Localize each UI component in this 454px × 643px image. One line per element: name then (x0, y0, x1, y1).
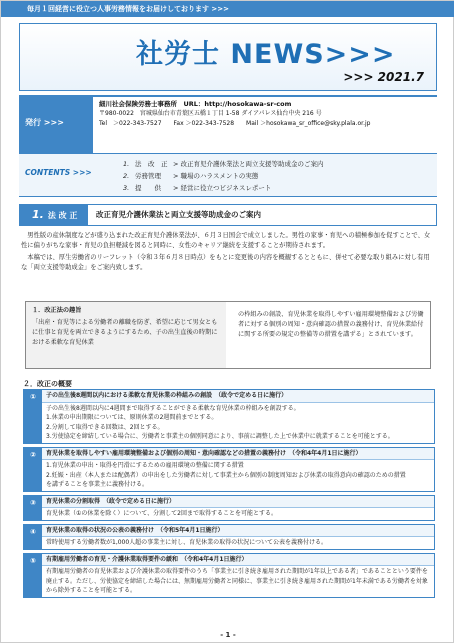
masthead (19, 23, 437, 91)
row-number: ② (24, 448, 42, 491)
publisher-details (99, 99, 435, 129)
row-desc: 常時使用する労働者数が1,000人超の事業主に対し、育児休業の取得の状況について公表を義務付ける。 (46, 539, 328, 546)
row-number: ④ (24, 525, 42, 549)
issue-date: >>> 2021.7 (343, 70, 424, 84)
contents-list (123, 158, 324, 194)
contents-block (19, 153, 437, 197)
overview-table (23, 389, 435, 601)
section-badge: 1. 法 改 正 (20, 205, 88, 225)
overview-heading: ２．改正の概要 (23, 380, 72, 388)
publisher-label: 発行 >>> (19, 97, 93, 153)
row-desc: 有期雇用労働者の育児休業および介護休業の取得要件のうち「事業主に引き続き雇用された期間が1年以上である者」であることという要件を廃止する。ただし、労使協定を締結した場合には、無期雇用労働者と同様に、事業主に引き続き雇用された期間が1年未満である労働者を対象から除外することを可能とする。 (46, 568, 428, 594)
row-desc: 1.育児休業の申出・取得を円滑にするための雇用環境の整備に関する措置 2.妊娠・出産（本人または配偶者）の申出をした労働者に対して事業主から個別の制度周知および休業の取得意向の確認のための措置 を講ずることを事業主に義務付ける。 (46, 462, 406, 488)
section-title: 改正育児介護休業法と両立支援等助成金のご案内 (96, 210, 261, 219)
publisher-contact: Tel ＞022-343-7527 Fax ＞022-343-7528 Mail ＞hosokawa_sr_office@sky.plala.or.jp (99, 120, 371, 127)
top-banner: 毎月１回経営に役立つ人事労務情報をお届けしております >>> (1, 1, 454, 17)
row-title: 育児休業の分割取得 （政令で定める日に施行） (42, 496, 434, 509)
purpose-box (25, 301, 431, 369)
overview-row (23, 447, 435, 492)
row-desc: 子の出生後8週間以内に4週間まで取得することができる柔軟な育児休業の枠組みを創設する。 1.休業の申出期限については、原則休業の2週間前までとする。 2.分割して取得できる回数は、2回とする。 3.労使協定を締結している場合に、労働者と事業主の個別同意により、事前に調整した上で休業中に就業することを可能とする。 (46, 404, 394, 440)
publisher-address: 〒980-0022 宮城県仙台市青葉区五橋１丁目 1-58 ダイアパレス仙台中央 216 号 (99, 110, 322, 117)
purpose-text-right: の枠組みの創設、育児休業を取得しやすい雇用環境整備および労働者に対する個別の周知・意向確認の措置の義務付け、育児休業給付に関する所要の規定の整備等の措置を講ずる」とされています。 (238, 311, 424, 338)
contents-item: 1. 法 改 正 > 改正育児介護休業法と両立支援等助成金のご案内 (123, 160, 324, 168)
intro-paragraph: 本稿では、厚生労働省のリーフレット（令和３年６月８日時点）をもとに変更後の内容を概観するとともに、併せて必要な取り組みに対し有用な「両立支援等助成金」をご案内致します。 (21, 254, 430, 271)
page-number: - 1 - (220, 631, 236, 639)
contents-item: 3. 提 供 > 経営に役立つビジネスレポート (123, 184, 272, 192)
row-number: ① (24, 390, 42, 443)
newsletter-logo: 社労士 NEWS>>> (136, 39, 396, 70)
purpose-box-left (26, 302, 226, 368)
purpose-text-left: 「出産・育児等による労働者の離職を防ぎ、希望に応じて男女ともに仕事と育児を両立できるようにするため、子の出生直後の時期における柔軟な育児休業 (32, 319, 218, 346)
row-title: 育児休業の取得の状況の公表の義務付け （令和5年4月1日施行） (42, 525, 434, 538)
row-desc: 育児休業（①の休業を除く）について、分割して2回まで取得することを可能とする。 (46, 510, 277, 517)
contents-label: CONTENTS >>> (25, 168, 92, 177)
row-number: ③ (24, 496, 42, 520)
row-title: 子の出生後8週間以内における柔軟な育児休業の枠組みの創設 （政令で定める日に施行） (42, 390, 434, 403)
contents-item: 2. 労務管理 > 職場のハラスメントの実態 (123, 172, 259, 180)
intro-paragraph: 男性版の産休制度などが盛り込まれた改正育児介護休業法が、６月３日国会で成立しました。男性の家事・育児への積極参加を促すことで、女性に偏りがちな家事・育児の負担軽減を図ると同時に、女性のキャリア継続を支援することが期待されます。 (21, 232, 431, 249)
overview-row (23, 553, 435, 598)
row-title: 有期雇用労働者の育児・介護休業取得要件の緩和 （令和4年4月1日施行） (42, 554, 434, 567)
publisher-org: 細川社会保険労務士事務所 URL：http://hosokawa-sr-com (99, 100, 292, 108)
section-header (19, 204, 437, 226)
row-title: 育児休業を取得しやすい雇用環境整備および個別の周知・意向確認などの措置の義務付け （令和4年4月1日に施行） (42, 448, 434, 461)
publisher-block (19, 95, 437, 153)
overview-row (23, 389, 435, 444)
overview-row (23, 524, 435, 550)
row-number: ⑤ (24, 554, 42, 597)
overview-row (23, 495, 435, 521)
intro-text (21, 231, 435, 275)
purpose-heading: １．改正法の趣旨 (32, 307, 82, 314)
